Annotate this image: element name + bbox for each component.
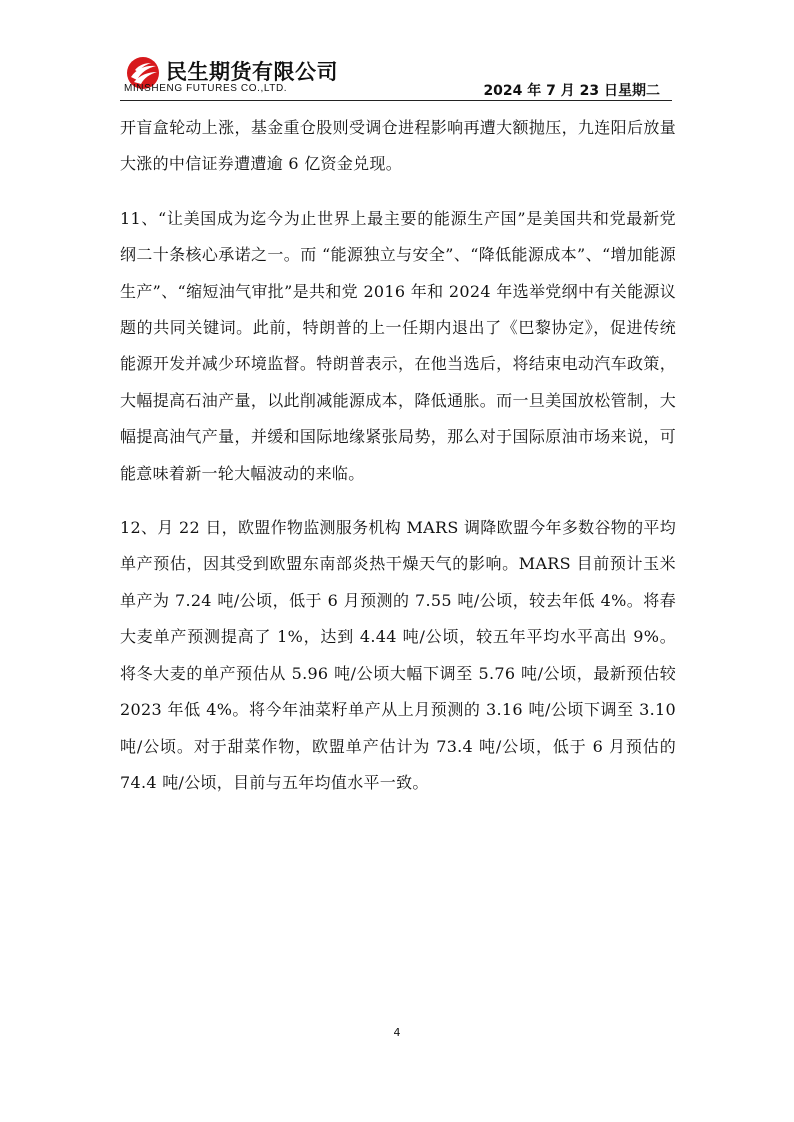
- company-name-en: MINSHENG FUTURES CO.,LTD.: [124, 83, 288, 94]
- report-date: 2024 年 7 月 23 日星期二: [483, 83, 660, 99]
- page-header: [120, 50, 672, 104]
- paragraph: 开盲盒轮动上涨，基金重仓股则受调仓进程影响再遭大额抛压，九连阳后放量大涨的中信证券遭遭逾 6 亿资金兑现。: [120, 118, 676, 174]
- page-number: 4: [393, 1026, 401, 1039]
- company-logo: [120, 50, 370, 100]
- paragraph: 11、“让美国成为迄今为止世界上最主要的能源生产国”是美国共和党最新党纲二十条核心承诺之一。而 “能源独立与安全”、“降低能源成本”、“增加能源生产”、“缩短油气审批”是共和党 2016 年和 2024 年选举党纲中有关能源议题的共同关键词。此前，特朗普的上一任期内退出了《巴黎协定》，促进传统能源开发并减少环境监督。特朗普表示，在他当选后，将结束电动汽车政策，大幅提高石油产量，以此削减能源成本，降低通胀。而一旦美国放松管制，大幅提高油气产量，并缓和国际地缘紧张局势，那么对于国际原油市场来说，可能意味着新一轮大幅波动的来临。: [120, 208, 676, 483]
- company-name-cn: 民生期货有限公司: [166, 60, 338, 84]
- header-divider: [120, 100, 672, 101]
- paragraph: 12、月 22 日，欧盟作物监测服务机构 MARS 调降欧盟今年多数谷物的平均单产预估，因其受到欧盟东南部炎热干燥天气的影响。MARS 目前预计玉米单产为 7.24 吨/公顷，低于 6 月预测的 7.55 吨/公顷，较去年低 4%。将春大麦单产预测提高了 1%，达到 4.44 吨/公顷，较五年平均水平高出 9%。将冬大麦的单产预估从 5.96 吨/公顷大幅下调至 5.76 吨/公顷，最新预估较 2023 年低 4%。将今年油菜籽单产从上月预测的 3.16 吨/公顷下调至 3.10 吨/公顷。对于甜菜作物，欧盟单产估计为 73.4 吨/公顷，低于 6 月预估的 74.4 吨/公顷，目前与五年均值水平一致。: [120, 518, 676, 792]
- document-body: [120, 110, 676, 801]
